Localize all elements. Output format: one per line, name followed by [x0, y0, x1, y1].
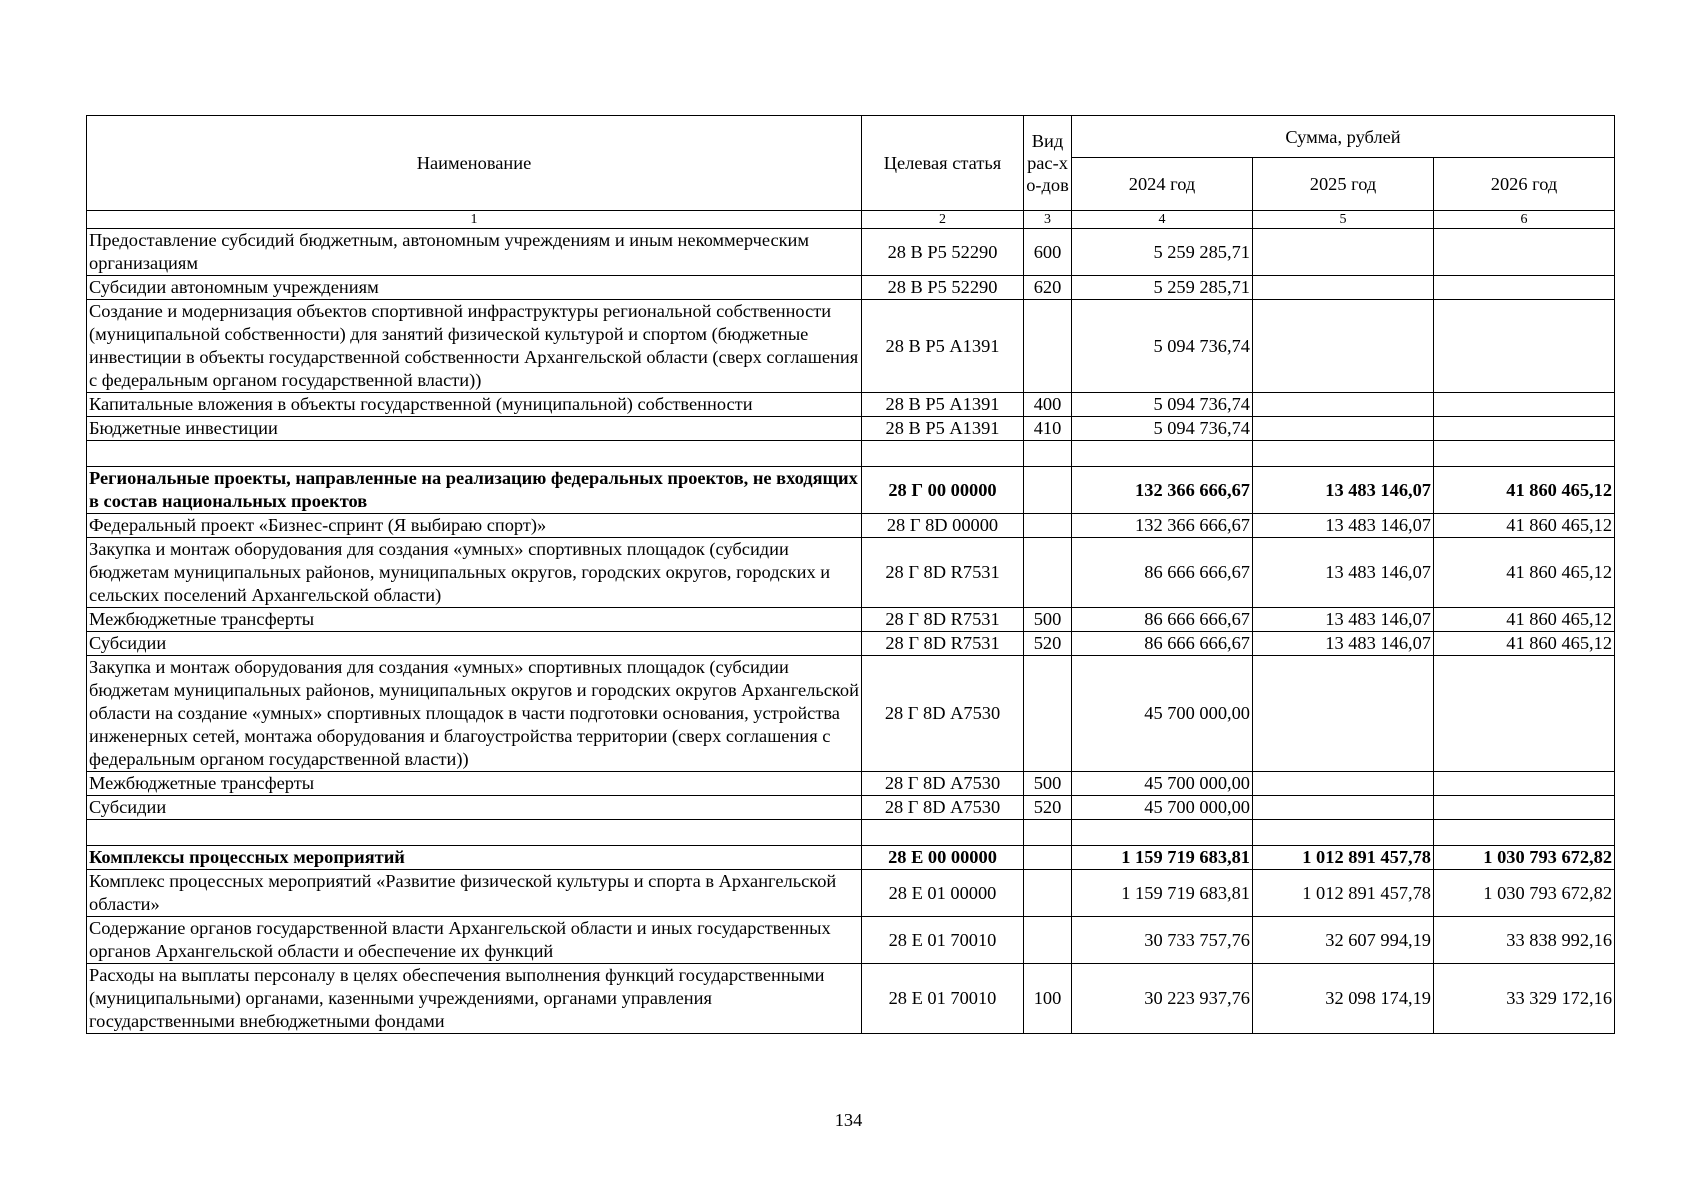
table-row	[87, 276, 1615, 300]
row-sum-2025	[1253, 441, 1434, 467]
row-name: Бюджетные инвестиции	[87, 417, 862, 441]
row-exp-type	[1024, 846, 1072, 870]
row-sum-2025	[1253, 417, 1434, 441]
header-year-2024: 2024 год	[1072, 158, 1253, 211]
row-sum-2025: 13 483 146,07	[1253, 538, 1434, 608]
row-sum-2025: 13 483 146,07	[1253, 514, 1434, 538]
row-sum-2025: 1 012 891 457,78	[1253, 870, 1434, 917]
row-name: Расходы на выплаты персоналу в целях обеспечения выполнения функций государственными (муниципальными) органами, казенными учреждениями, органами управления государственными внебюджетными фондами	[87, 964, 862, 1034]
row-exp-type	[1024, 441, 1072, 467]
row-sum-2026: 41 860 465,12	[1434, 514, 1615, 538]
row-exp-type	[1024, 467, 1072, 514]
row-code: 28 Г 8D 00000	[862, 514, 1024, 538]
row-name: Субсидии автономным учреждениям	[87, 276, 862, 300]
row-sum-2024	[1072, 441, 1253, 467]
table-row	[87, 229, 1615, 276]
row-sum-2024: 5 259 285,71	[1072, 229, 1253, 276]
row-sum-2024: 5 259 285,71	[1072, 276, 1253, 300]
column-number: 5	[1253, 211, 1434, 229]
row-code: 28 Г 8D А7530	[862, 772, 1024, 796]
table-row	[87, 796, 1615, 820]
row-code: 28 Г 8D А7530	[862, 796, 1024, 820]
table-row	[87, 656, 1615, 772]
row-exp-type: 500	[1024, 772, 1072, 796]
budget-table	[86, 115, 1615, 1034]
row-sum-2024: 132 366 666,67	[1072, 467, 1253, 514]
row-exp-type	[1024, 917, 1072, 964]
row-sum-2024: 5 094 736,74	[1072, 393, 1253, 417]
header-code: Целевая статья	[862, 116, 1024, 211]
row-sum-2025	[1253, 276, 1434, 300]
table-row	[87, 300, 1615, 393]
row-sum-2026	[1434, 393, 1615, 417]
row-name: Предоставление субсидий бюджетным, автономным учреждениям и иным некоммерческим организациям	[87, 229, 862, 276]
row-exp-type	[1024, 656, 1072, 772]
row-code: 28 Е 01 00000	[862, 870, 1024, 917]
row-sum-2024: 45 700 000,00	[1072, 772, 1253, 796]
row-sum-2026	[1434, 229, 1615, 276]
row-name: Межбюджетные трансферты	[87, 608, 862, 632]
row-sum-2026: 33 838 992,16	[1434, 917, 1615, 964]
row-sum-2026: 41 860 465,12	[1434, 538, 1615, 608]
table-row	[87, 772, 1615, 796]
row-exp-type	[1024, 820, 1072, 846]
section-total-row	[87, 467, 1615, 514]
row-name: Закупка и монтаж оборудования для создания «умных» спортивных площадок (субсидии бюджетам муниципальных районов, муниципальных округов, городских округов, городских и сельских поселений Архангельской области)	[87, 538, 862, 608]
row-code	[862, 441, 1024, 467]
row-sum-2024: 86 666 666,67	[1072, 608, 1253, 632]
empty-row	[87, 820, 1615, 846]
row-code: 28 Г 8D R7531	[862, 608, 1024, 632]
row-sum-2025	[1253, 229, 1434, 276]
row-exp-type	[1024, 870, 1072, 917]
section-total-row	[87, 846, 1615, 870]
row-code: 28 Е 00 00000	[862, 846, 1024, 870]
row-sum-2026	[1434, 276, 1615, 300]
row-name: Субсидии	[87, 796, 862, 820]
row-name: Межбюджетные трансферты	[87, 772, 862, 796]
row-code: 28 В Р5 А1391	[862, 417, 1024, 441]
row-sum-2024: 132 366 666,67	[1072, 514, 1253, 538]
row-code: 28 Г 8D А7530	[862, 656, 1024, 772]
table-row	[87, 514, 1615, 538]
row-sum-2025: 1 012 891 457,78	[1253, 846, 1434, 870]
table-row	[87, 870, 1615, 917]
row-sum-2026: 41 860 465,12	[1434, 467, 1615, 514]
row-sum-2024: 86 666 666,67	[1072, 632, 1253, 656]
header-row-1	[87, 116, 1615, 158]
row-sum-2025: 32 098 174,19	[1253, 964, 1434, 1034]
row-sum-2026	[1434, 820, 1615, 846]
row-sum-2025	[1253, 393, 1434, 417]
column-number: 2	[862, 211, 1024, 229]
row-exp-type	[1024, 514, 1072, 538]
column-number: 6	[1434, 211, 1615, 229]
row-code: 28 Г 8D R7531	[862, 632, 1024, 656]
row-sum-2026	[1434, 300, 1615, 393]
row-code: 28 В Р5 52290	[862, 276, 1024, 300]
table-row	[87, 917, 1615, 964]
table-row	[87, 632, 1615, 656]
header-name: Наименование	[87, 116, 862, 211]
row-sum-2024: 1 159 719 683,81	[1072, 846, 1253, 870]
row-exp-type: 410	[1024, 417, 1072, 441]
table-row	[87, 538, 1615, 608]
column-number: 4	[1072, 211, 1253, 229]
row-exp-type: 500	[1024, 608, 1072, 632]
row-name: Содержание органов государственной власти Архангельской области и иных государственных органов Архангельской области и обеспечение их функций	[87, 917, 862, 964]
row-name: Закупка и монтаж оборудования для создания «умных» спортивных площадок (субсидии бюджетам муниципальных районов, муниципальных округов и городских округов Архангельской области на создание «умных» спортивных площадок в части подготовки основания, устройства инженерных сетей, монтажа оборудования и благоустройства территории (сверх соглашения с федеральным органом государственной власти))	[87, 656, 862, 772]
row-exp-type: 520	[1024, 632, 1072, 656]
row-sum-2024: 1 159 719 683,81	[1072, 870, 1253, 917]
row-sum-2024	[1072, 820, 1253, 846]
row-code: 28 Е 01 70010	[862, 917, 1024, 964]
row-sum-2025: 13 483 146,07	[1253, 608, 1434, 632]
row-name: Создание и модернизация объектов спортивной инфраструктуры региональной собственности (муниципальной собственности) для занятий физической культурой и спортом (бюджетные инвестиции в объекты государственной собственности Архангельской области (сверх соглашения с федеральным органом государственной власти))	[87, 300, 862, 393]
row-sum-2026: 41 860 465,12	[1434, 632, 1615, 656]
row-sum-2024: 30 223 937,76	[1072, 964, 1253, 1034]
row-exp-type	[1024, 538, 1072, 608]
table-row	[87, 417, 1615, 441]
row-name	[87, 820, 862, 846]
row-name: Региональные проекты, направленные на реализацию федеральных проектов, не входящих в состав национальных проектов	[87, 467, 862, 514]
table-row	[87, 393, 1615, 417]
row-code: 28 Е 01 70010	[862, 964, 1024, 1034]
row-sum-2026: 33 329 172,16	[1434, 964, 1615, 1034]
header-exp-type: Вид рас-хо-дов	[1024, 116, 1072, 211]
header-sum-title: Сумма, рублей	[1072, 116, 1615, 158]
row-sum-2026	[1434, 441, 1615, 467]
row-sum-2024: 5 094 736,74	[1072, 300, 1253, 393]
row-code: 28 Г 00 00000	[862, 467, 1024, 514]
page-number: 134	[834, 1110, 863, 1130]
row-name: Субсидии	[87, 632, 862, 656]
row-name: Комплекс процессных мероприятий «Развитие физической культуры и спорта в Архангельской области»	[87, 870, 862, 917]
row-name: Федеральный проект «Бизнес-спринт (Я выбираю спорт)»	[87, 514, 862, 538]
row-sum-2026	[1434, 796, 1615, 820]
table-row	[87, 964, 1615, 1034]
row-sum-2026	[1434, 417, 1615, 441]
column-number: 1	[87, 211, 862, 229]
row-sum-2025: 13 483 146,07	[1253, 632, 1434, 656]
row-sum-2025: 32 607 994,19	[1253, 917, 1434, 964]
row-sum-2026: 1 030 793 672,82	[1434, 846, 1615, 870]
row-sum-2026: 41 860 465,12	[1434, 608, 1615, 632]
row-sum-2024: 30 733 757,76	[1072, 917, 1253, 964]
row-sum-2025	[1253, 772, 1434, 796]
row-name	[87, 441, 862, 467]
row-code: 28 В Р5 А1391	[862, 393, 1024, 417]
empty-row	[87, 441, 1615, 467]
row-sum-2026	[1434, 772, 1615, 796]
row-sum-2025	[1253, 656, 1434, 772]
row-exp-type: 600	[1024, 229, 1072, 276]
row-code	[862, 820, 1024, 846]
row-sum-2026: 1 030 793 672,82	[1434, 870, 1615, 917]
row-sum-2025	[1253, 300, 1434, 393]
row-sum-2025: 13 483 146,07	[1253, 467, 1434, 514]
row-name: Капитальные вложения в объекты государственной (муниципальной) собственности	[87, 393, 862, 417]
row-exp-type	[1024, 300, 1072, 393]
row-exp-type: 100	[1024, 964, 1072, 1034]
header-year-2026: 2026 год	[1434, 158, 1615, 211]
row-sum-2025	[1253, 820, 1434, 846]
row-code: 28 Г 8D R7531	[862, 538, 1024, 608]
row-sum-2024: 45 700 000,00	[1072, 656, 1253, 772]
row-exp-type: 520	[1024, 796, 1072, 820]
row-code: 28 В Р5 А1391	[862, 300, 1024, 393]
row-sum-2024: 86 666 666,67	[1072, 538, 1253, 608]
row-sum-2024: 45 700 000,00	[1072, 796, 1253, 820]
column-number-row	[87, 211, 1615, 229]
row-exp-type: 620	[1024, 276, 1072, 300]
row-sum-2026	[1434, 656, 1615, 772]
row-name: Комплексы процессных мероприятий	[87, 846, 862, 870]
table-row	[87, 608, 1615, 632]
row-exp-type: 400	[1024, 393, 1072, 417]
column-number: 3	[1024, 211, 1072, 229]
header-year-2025: 2025 год	[1253, 158, 1434, 211]
row-code: 28 В Р5 52290	[862, 229, 1024, 276]
row-sum-2025	[1253, 796, 1434, 820]
row-sum-2024: 5 094 736,74	[1072, 417, 1253, 441]
